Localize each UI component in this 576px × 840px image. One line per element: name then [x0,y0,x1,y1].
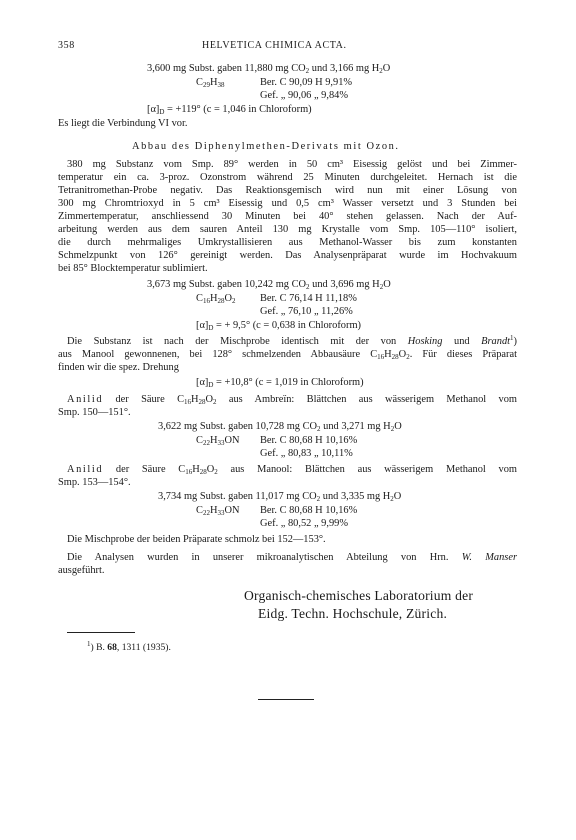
optical-rotation: $[\alpha]_D = +10,8^\circ$ (c = 1,019 in Chloroform) [196,377,364,389]
end-rule [258,699,314,700]
calculated-values: Ber. C 76,14 H 11,18% [260,293,357,304]
text-line: Die Mischprobe der beiden Präparate schmolz bei 152—153°. [67,534,326,545]
formula: $C_{22}H_{33}ON$ [196,435,240,447]
institution-line: Eidg. Techn. Hochschule, Zürich. [258,606,448,621]
found-values: Gef. „ 80,52 „ 9,99% [260,518,349,529]
formula: $C_{16}H_{28}O_2$ [196,293,236,305]
formula: $C_{29}H_{38}$ [196,77,225,89]
text-line: bei 85° Blocktemperatur sublimiert. [58,263,208,274]
conclusion: Es liegt die Verbindung VI vor. [58,118,188,129]
text-line: 380 mg Substanz vom Smp. 89° werden in 50 cm³ Eisessig gelöst und bei Zimmer- [67,159,517,170]
text-line: temperatur ein ca. 3-proz. Ozonstrom während 25 Minuten durchgeleitet. Hernach ist die [58,172,517,183]
analysis-line: 3,673 mg Subst. gaben 10,242 mg $CO_2$ und 3,696 mg $H_2O$ [147,279,391,291]
text-line: finden wir die spez. Drehung [58,362,179,373]
text-line: arbeitung werden aus dem sauren Anteil 130 mg Krystalle vom Smp. 105—110° isoliert, [58,224,517,235]
analysis-line: 3,600 mg Subst. gaben 11,880 mg $CO_2$ und 3,166 mg $H_2O$ [147,63,391,75]
calculated-values: Ber. C 80,68 H 10,16% [260,505,358,516]
text-line: Smp. 150—151°. [58,407,131,418]
text-line: Tetranitromethan-Probe negativ. Das Reaktionsgemisch wird nun mit einer Lösung von [58,185,517,196]
text-line: ausgeführt. [58,565,105,576]
text-line: Anilid der Säure $C_{16}H_{28}O_2$ aus Manool: Blättchen aus wässerigem Methanol vom [67,464,517,476]
analysis-line: 3,734 mg Subst. gaben 11,017 mg $CO_2$ und 3,335 mg $H_2O$ [158,491,402,503]
footnote: $^1$) B. 68, 1311 (1935). [87,640,171,653]
section-title: Abbau des Diphenylmethen-Derivats mit Ozon. [132,141,400,152]
running-header: HELVETICA CHIMICA ACTA. [202,40,347,51]
text-line: Die Analysen wurden in unserer mikroanalytischen Abteilung von Hrn. W. Manser [67,552,517,563]
found-values: Gef. „ 76,10 „ 11,26% [260,306,353,317]
page-number: 358 [58,40,75,51]
footnote-rule [67,632,135,633]
text-line: Die Substanz ist nach der Mischprobe identisch mit der von Hosking und Brandt$^1$) [67,334,517,347]
optical-rotation: $[\alpha]_D = +119^\circ$ (c = 1,046 in Chloroform) [147,104,312,116]
text-line: Smp. 153—154°. [58,477,131,488]
calculated-values: Ber. C 80,68 H 10,16% [260,435,358,446]
found-values: Gef. „ 80,83 „ 10,11% [260,448,353,459]
text-line: Anilid der Säure $C_{16}H_{28}O_2$ aus Ambreïn: Blättchen aus wässerigem Methanol vom [67,394,517,406]
text-line: Schmelzpunkt von 126° gereinigt werden. Das Analysenpräparat wurde im Hochvakuum [58,250,517,261]
text-line: 300 mg Chromtrioxyd in 5 cm³ Eisessig und 0,5 cm³ Wasser versetzt und 3 Stunden bei [58,198,517,209]
text-line: aus Manool gewonnenen, bei 128° schmelzenden Abbausäure $C_{16}H_{28}O_2$. Für dieses Präparat [58,349,517,361]
optical-rotation: $[\alpha]_D$ = + 9,5° (c = 0,638 in Chloroform) [196,320,361,332]
institution-line: Organisch-chemisches Laboratorium der [244,588,474,603]
text-line: Zimmertemperatur, anschliessend 30 Minuten bei 40° stehen gelassen. Nach der Auf- [58,211,517,222]
analysis-line: 3,622 mg Subst. gaben 10,728 mg $CO_2$ und 3,271 mg $H_2O$ [158,421,402,433]
text-line: die durch mehrmaliges Umkrystallisieren aus Methanol-Wasser bis zum konstanten [58,237,517,248]
calculated-values: Ber. C 90,09 H 9,91% [260,77,353,88]
found-values: Gef. „ 90,06 „ 9,84% [260,90,349,101]
formula: $C_{22}H_{33}ON$ [196,505,240,517]
